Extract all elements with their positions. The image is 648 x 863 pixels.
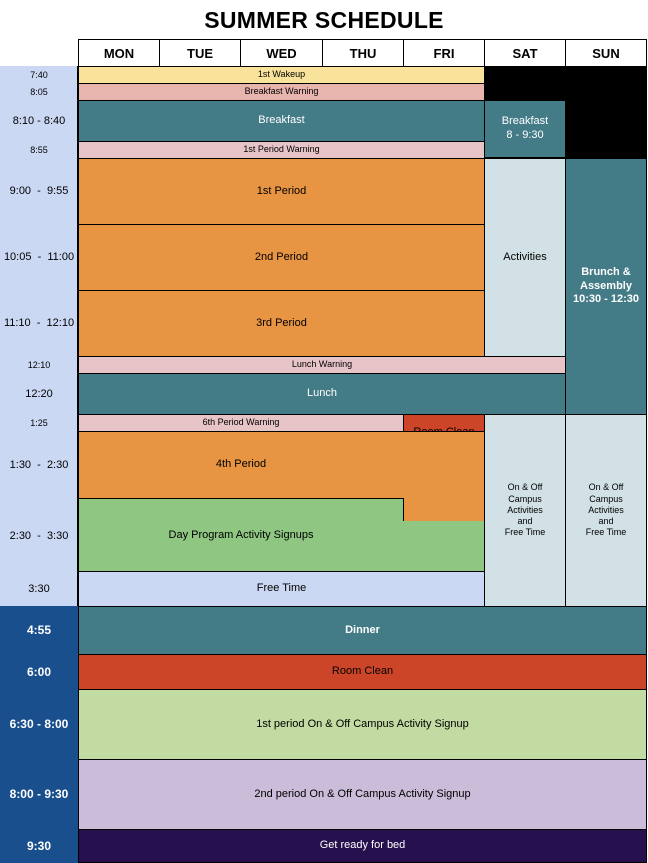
- block-third-period: 3rd Period: [78, 290, 485, 357]
- block-sat-breakfast: Breakfast 8 - 9:30: [484, 100, 566, 158]
- block-signup-1: 1st period On & Off Campus Activity Signup: [78, 689, 647, 760]
- time-455: 4:55: [26, 623, 52, 637]
- time-800: 8:00 - 9:30: [9, 787, 69, 801]
- time-130: 1:30 - 2:30: [9, 459, 69, 471]
- time-125: 1:25: [30, 417, 48, 428]
- block-signup-2: 2nd period On & Off Campus Activity Signup: [78, 759, 647, 830]
- header-fri: FRI: [403, 39, 485, 67]
- time-630: 6:30 - 8:00: [9, 717, 69, 731]
- block-day-program-label: Day Program Activity Signups: [168, 528, 314, 541]
- block-breakfast-warning: Breakfast Warning: [78, 83, 485, 101]
- block-first-period: 1st Period: [78, 158, 485, 225]
- header-sat: SAT: [484, 39, 566, 67]
- time-855: 8:55: [30, 144, 48, 155]
- block-sun-campus: On & Off Campus Activities and Free Time: [565, 414, 647, 607]
- time-810: 8:10 - 8:40: [12, 114, 66, 127]
- block-sun-blackout: [565, 100, 647, 158]
- block-sixth-period-warning: 6th Period Warning: [78, 414, 404, 432]
- block-second-period: 2nd Period: [78, 224, 485, 291]
- block-lunch: Lunch: [78, 373, 566, 415]
- time-805: 8:05: [30, 86, 48, 97]
- block-breakfast: Breakfast: [78, 100, 485, 142]
- block-free-time: Free Time: [78, 571, 485, 607]
- time-740: 7:40: [30, 69, 48, 80]
- header-thu: THU: [322, 39, 404, 67]
- page-title: SUMMER SCHEDULE: [204, 6, 444, 33]
- time-330: 3:30: [28, 583, 50, 595]
- block-bed: Get ready for bed: [78, 829, 647, 863]
- block-fourth-period-label: 4th Period: [215, 458, 267, 471]
- time-1210: 12:10: [27, 359, 51, 370]
- block-sat-activities: Activities: [484, 158, 566, 357]
- time-1005: 10:05 - 11:00: [3, 251, 75, 263]
- header-mon: MON: [78, 39, 160, 67]
- time-900: 9:00 - 9:55: [9, 185, 69, 197]
- time-930: 9:30: [26, 839, 52, 853]
- block-lunch-warning: Lunch Warning: [78, 356, 566, 374]
- time-600: 6:00: [26, 664, 52, 679]
- block-sun-brunch: Brunch & Assembly 10:30 - 12:30: [565, 158, 647, 415]
- block-weekend-blackout: [484, 66, 647, 100]
- block-wakeup: 1st Wakeup: [78, 66, 485, 84]
- block-sat-campus: On & Off Campus Activities and Free Time: [484, 414, 566, 607]
- time-230: 2:30 - 3:30: [9, 529, 69, 542]
- block-first-period-warning: 1st Period Warning: [78, 141, 485, 159]
- header-tue: TUE: [159, 39, 241, 67]
- time-1110: 11:10 - 12:10: [3, 317, 75, 329]
- header-wed: WED: [240, 39, 323, 67]
- header-sun: SUN: [565, 39, 647, 67]
- time-1220: 12:20: [25, 387, 53, 400]
- block-room-clean: Room Clean: [78, 654, 647, 690]
- block-dinner: Dinner: [78, 606, 647, 655]
